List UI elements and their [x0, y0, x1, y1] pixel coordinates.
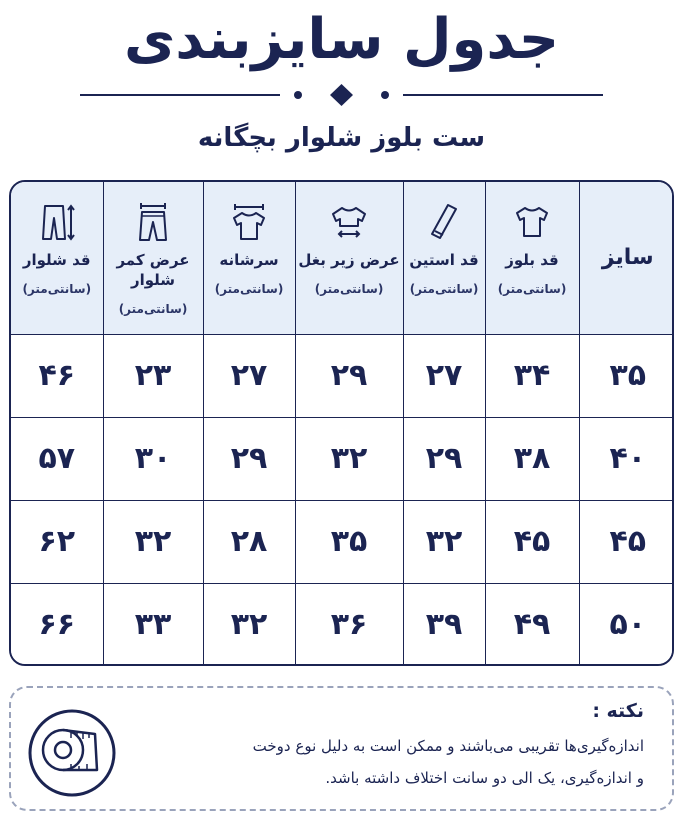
table-cell: ۶۶ — [11, 583, 103, 666]
page-title: جدول سایزبندی — [123, 7, 560, 72]
table-cell: ۴۶ — [11, 334, 103, 417]
header-label: عرض کمر شلوار — [116, 251, 190, 289]
header-sleeve-length — [403, 182, 485, 334]
header-size-label: سایز — [601, 245, 654, 271]
table-cell: ۲۳ — [103, 334, 203, 417]
table-cell: ۳۲ — [203, 583, 295, 666]
header-pants-length — [11, 182, 103, 334]
header-label: عرض زیر بغل — [298, 251, 400, 269]
note-text — [124, 730, 644, 794]
header-blouse-length — [485, 182, 579, 334]
header-unit: (سانتی‌متر) — [22, 282, 92, 296]
header-unit: (سانتی‌متر) — [314, 282, 384, 296]
table-cell: ۲۹ — [295, 334, 403, 417]
table-row — [11, 417, 674, 500]
table-cell: ۳۲ — [403, 500, 485, 583]
header-label: سرشانه — [219, 251, 279, 269]
table-row — [11, 334, 674, 417]
subtitle: ست بلوز شلوار بچگانه — [197, 123, 486, 153]
table-cell: ۴۵ — [485, 500, 579, 583]
size-cell: ۴۵ — [579, 500, 674, 583]
header-size — [579, 182, 674, 334]
table-cell: ۳۹ — [403, 583, 485, 666]
table-cell: ۳۰ — [103, 417, 203, 500]
chest-width-icon — [329, 202, 369, 242]
table-cell: ۳۶ — [295, 583, 403, 666]
table-cell: ۳۸ — [485, 417, 579, 500]
ornament-divider — [80, 84, 603, 106]
table-cell: ۳۵ — [295, 500, 403, 583]
header-waist — [103, 182, 203, 334]
table-cell: ۶۲ — [11, 500, 103, 583]
measuring-tape-icon — [27, 708, 117, 798]
header-unit: (سانتی‌متر) — [214, 282, 284, 296]
table-row — [11, 583, 674, 666]
note-title: نکته : — [592, 700, 644, 722]
note-line: و اندازه‌گیری، یک الی دو سانت اختلاف داشته باشد. — [325, 769, 644, 787]
table-cell: ۵۷ — [11, 417, 103, 500]
size-cell: ۳۵ — [579, 334, 674, 417]
note-box — [9, 686, 674, 811]
header-label: قد بلوز — [505, 251, 559, 269]
waist-icon — [133, 202, 173, 242]
header-unit: (سانتی‌متر) — [118, 302, 188, 316]
size-cell: ۵۰ — [579, 583, 674, 666]
table-cell: ۴۹ — [485, 583, 579, 666]
pants-length-icon — [37, 202, 77, 242]
sleeve-icon — [424, 202, 464, 242]
header-label: قد استین — [409, 251, 479, 269]
header-shoulder — [203, 182, 295, 334]
note-line: اندازه‌گیری‌ها تقریبی می‌باشند و ممکن است به دلیل نوع دوخت — [252, 737, 644, 755]
table-cell: ۳۴ — [485, 334, 579, 417]
header-label: قد شلوار — [22, 251, 91, 269]
header-chest-width — [295, 182, 403, 334]
table-cell: ۳۳ — [103, 583, 203, 666]
table-cell: ۲۸ — [203, 500, 295, 583]
tshirt-icon — [512, 202, 552, 242]
size-table — [9, 180, 674, 666]
table-cell: ۲۹ — [403, 417, 485, 500]
size-cell: ۴۰ — [579, 417, 674, 500]
shoulder-icon — [229, 202, 269, 242]
table-cell: ۲۷ — [203, 334, 295, 417]
table-cell: ۲۷ — [403, 334, 485, 417]
table-cell: ۲۹ — [203, 417, 295, 500]
header-unit: (سانتی‌متر) — [497, 282, 567, 296]
table-row — [11, 500, 674, 583]
header-unit: (سانتی‌متر) — [409, 282, 479, 296]
table-cell: ۳۲ — [295, 417, 403, 500]
table-header-row — [11, 182, 674, 334]
table-cell: ۳۲ — [103, 500, 203, 583]
